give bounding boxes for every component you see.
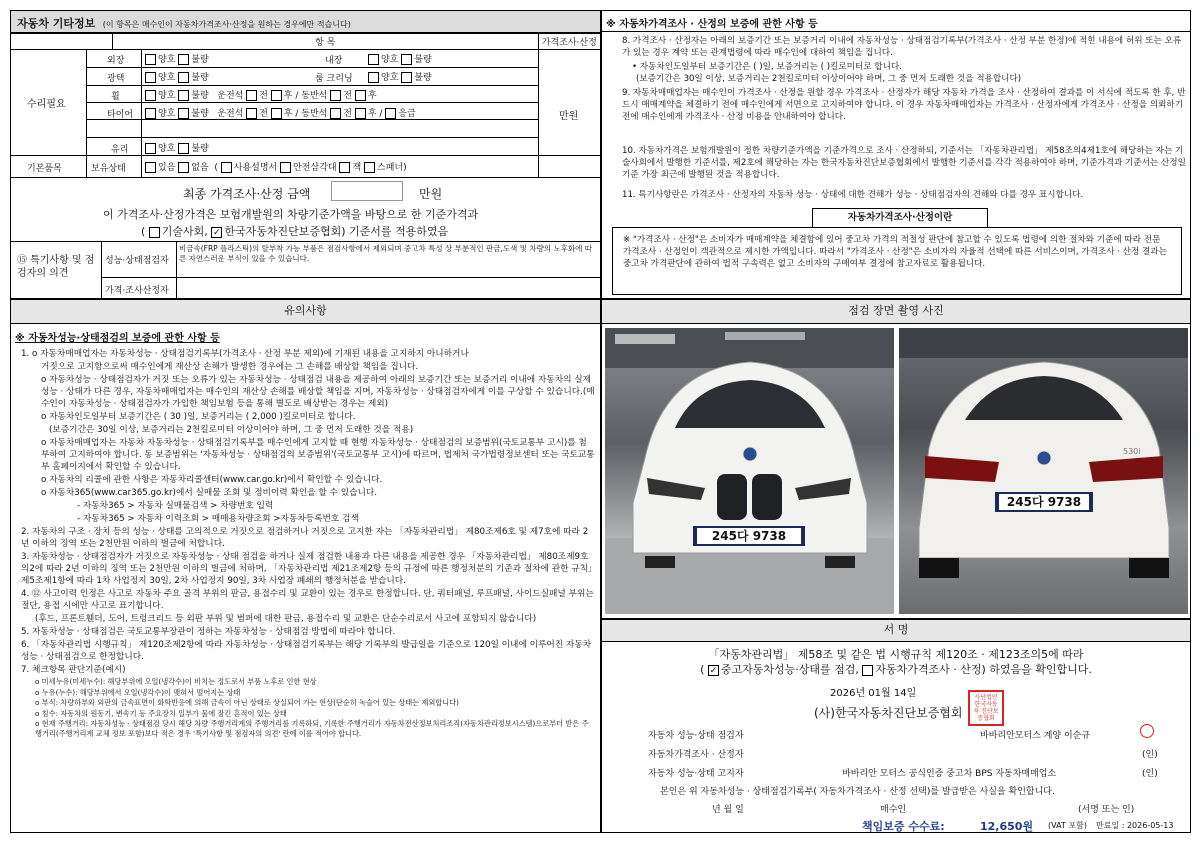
front-car-photo [605,328,894,614]
has-checkbox[interactable] [145,162,156,173]
wheel-passenger-front-checkbox[interactable] [330,90,341,101]
item-11: 11. 특기사항란은 가격조사 · 산정자의 자동차 성능 · 상태에 대한 견해가 성능 · 상태점검자의 견해와 다를 경우 표시합니다. [622,190,1084,200]
room-cleaning-label: 룸 크리닝 [315,74,353,84]
basic-items-options: 있음 없음 ( 사용설명서 안전삼각대 잭 스패너) [145,160,407,173]
rear-plate-text: 245다 9738 [1006,495,1082,509]
glass-label: 유리 [111,145,129,155]
item-9: 9. 자동차매매업자는 매수인이 가격조사 · 산정을 원할 경우 가격조사 · 산정자가 해당 자동차 가격을 조사 · 산정하여 결과를 이 서식에 적도록 한 후, 반드시 매매계약을 체결하기 전에 매수인에게 서면으로 고지하여야 합니다. 이 경우 자동차매매업자는 가격조사 · 산정자에게 가격조사 · 산정을 의뢰하기 전에 매수인에게 가격조사 · 산정 비용을 안내하여야 합니다. [622,88,1186,122]
wheel-driver-rear-checkbox[interactable] [271,90,282,101]
triangle-checkbox[interactable] [280,162,291,173]
glass-options: 양호 불량 [145,141,209,154]
basis-kadia-checkbox[interactable] [211,227,222,238]
tire-driver-front-checkbox[interactable] [246,108,257,119]
tire-bad-checkbox[interactable] [178,108,189,119]
basis-engineers-checkbox[interactable] [149,227,160,238]
inspector-seal-icon [1140,724,1154,738]
interior-label: 내장 [325,56,343,66]
final-price-unit: 만원 [419,187,443,201]
tire-label: 타이어 [107,110,134,120]
exterior-bad-checkbox[interactable] [178,54,189,65]
what-is-price-text: ※ "가격조사 · 산정"은 소비자가 매매계약을 체결함에 있어 중고차 가격의 적절성 판단에 참고할 수 있도록 법령에 의한 절차와 기준에 따라 전문 가격조사 · 산정인이 객관적으로 제시한 가액입니다. 따라서 "가격조사 · 산정"은 소비자의 자율적 선택에 따른 서비스이며, 가격조사 · 산정 결과는 중고차 가격판단에 관하여 법적 구속력은 없고 소비자의 구매여부 결정에 참고자료로 활용됩니다. [623,235,1167,269]
item-8: 8. 가격조사 · 산정자는 아래의 보증기간 또는 보증거리 이내에 자동차성능 · 상태점검기록부(가격조사 · 산정 부분 한정)에 적힌 내용에 허위 또는 오류가 있는 경우 계약 또는 관계법령에 따라 매수인에 대하여 책임을 집니다. [622,36,1182,58]
tire-passenger-rear-checkbox[interactable] [355,108,366,119]
repair-needed-label: 수리필요 [27,99,66,110]
buyer-sign: (서명 또는 인) [1078,805,1135,815]
wheel-good-checkbox[interactable] [145,90,156,101]
interior-bad-checkbox[interactable] [401,54,412,65]
item-10: 10. 자동차가격은 보험개발원이 정한 차량기준가액을 기준가격으로 조사 · 산정하되, 기준서는 「자동차관리법」 제58조의4제1호에 해당하는 자는 기술사회에서 발행한 기준서를, 제2호에 해당하는 자는 한국자동차진단보증협회에서 발행한 기준서를 각각 적용하여야 하며, 기준가격과 기준서는 산정일 기준 가장 최근에 발행된 것을 적용합니다. [622,146,1186,180]
price-warranty-section [601,10,1191,299]
room-cleaning-options: 양호 불량 [368,70,432,83]
receipt-date: 년 월 일 [712,805,744,815]
signature-org: (사)한국자동차진단보증협회 [814,706,963,720]
fee-value: 12,650원 [980,820,1034,833]
notifier-seal: (인) [1142,769,1158,779]
expiry-date: 만료일 : 2026-05-13 [1096,821,1174,830]
wheel-label: 휠 [111,92,120,102]
signature-section [601,619,1191,833]
rear-car-photo [899,328,1188,614]
caution-header: 유의사항 [11,300,600,324]
repair-table [11,33,600,50]
col-item-label: 항 목 [315,38,336,48]
final-price-label: 최종 가격조사·산정 금액 [183,187,311,201]
special-notes-label: ⑮ 특기사항 및 점검자의 의견 [17,255,95,279]
gloss-bad-checkbox[interactable] [178,72,189,83]
gloss-options: 양호 불량 [145,70,209,83]
price-inspector-sign-label: 자동차가격조사 · 산정자 [648,750,744,760]
possession-label: 보유상태 [91,164,126,174]
room-cleaning-good-checkbox[interactable] [368,72,379,83]
wheel-options: 양호 불량 운전석 전 후 / 동반석 전 후 [145,88,377,101]
buyer-label: 매수인 [880,805,907,815]
signature-line2: ( ✓중고자동차성능·상태를 점검, 자동차가격조사 · 산정) 하였음을 확인합니다. [602,661,1190,677]
wheel-bad-checkbox[interactable] [178,90,189,101]
item-8-sub1: • 자동차인도일부터 보증기간은 ( )일, 보증거리는 ( )킬로미터로 합니다. [632,62,902,72]
signature-date: 2026년 01월 14일 [830,688,917,699]
spanner-checkbox[interactable] [364,162,375,173]
gloss-label: 광택 [107,74,125,84]
inspector-value: 바바리안모터스 계양 이순규 [980,731,1091,741]
tire-options: 양호 불량 운전석 전 후 / 동반석 전 후 / 응급 [145,106,416,119]
glass-good-checkbox[interactable] [145,143,156,154]
final-price-input[interactable] [331,181,403,201]
vehicle-other-info-section [10,10,601,299]
signature-line1: 「자동차관리법」 제58조 및 같은 법 시행규칙 제120조 · 제123조의5에 따라 [708,648,1084,661]
front-car-drawing [605,328,894,614]
price-check-checkbox[interactable] [862,665,873,676]
glass-bad-checkbox[interactable] [178,143,189,154]
wheel-passenger-rear-checkbox[interactable] [355,90,366,101]
performance-inspector-text: 비금속(FRP 플라스틱)의 탈부착 가능 부품은 점검사항에서 제외되며 중고차 특성 상 부분적인 판금,도색 및 차량의 노후화에 따른 자연스러운 부식이 있을 수 있습니다. [179,244,593,263]
manual-checkbox[interactable] [221,162,232,173]
basis-line2: ( 기술사회, ✓ 한국자동차진단보증협회) 기준서를 적용하였음 [141,223,448,239]
tire-emergency-checkbox[interactable] [385,108,396,119]
price-unit: 만원 [559,111,579,122]
performance-check-checkbox[interactable] [708,665,719,676]
interior-options: 양호 불량 [368,52,432,65]
price-warranty-header: ※ 자동차가격조사 · 산정의 보증에 관한 사항 등 [606,19,818,30]
what-is-price-box-title: 자동차가격조사·산정이란 [812,208,988,228]
photo-section [601,299,1191,619]
exterior-good-checkbox[interactable] [145,54,156,65]
rear-car-drawing [899,328,1188,614]
tire-passenger-front-checkbox[interactable] [330,108,341,119]
caution-section [10,299,601,833]
receipt-text: 본인은 위 자동차성능 · 상태점검기록부( 자동차가격조사 · 산정 선택)를 발급받은 사실을 확인합니다. [660,787,1055,797]
jack-checkbox[interactable] [339,162,350,173]
price-inspector-seal: (인) [1142,750,1158,760]
price-inspector-label: 가격·조사산정자 [105,286,169,296]
signature-header: 서 명 [602,620,1190,642]
room-cleaning-bad-checkbox[interactable] [401,72,412,83]
org-seal: 사단법인 한국자동차 진단보증협회 [968,690,1004,726]
notifier-label: 자동차 성능·상태 고지자 [648,769,744,779]
fee-note: (VAT 포함) [1048,821,1087,830]
caution-title: ※ 자동차성능·상태점검의 보증에 관한 사항 등 [15,333,220,344]
section-header [11,11,600,33]
basic-items-label: 기본품목 [27,164,62,174]
fee-label: 책임보증 수수료: [862,820,945,833]
rear-badge-text: 530i [1123,447,1141,456]
wheel-driver-front-checkbox[interactable] [246,90,257,101]
what-is-price-box [612,227,1182,295]
performance-inspector-label: 성능·상태점검자 [105,256,169,266]
interior-good-checkbox[interactable] [368,54,379,65]
col-price-label: 가격조사·산정 [541,38,597,48]
tire-good-checkbox[interactable] [145,108,156,119]
tire-driver-rear-checkbox[interactable] [271,108,282,119]
gloss-good-checkbox[interactable] [145,72,156,83]
caution-body: 1. o 자동차매매업자는 자동차성능 · 상태점검기록부(가격조사 · 산정 부분 제외)에 기재된 내용을 고지하지 아니하거나 거짓으로 고지함으로써 매수인에게 재산상 손해가 발생한 경우에는 그 손해를 배상할 책임을 집니다. o 자동차성능 · 상태점검자가 거짓 또는 오류가 있는 자동차성능 · 상태점검 내용을 제공하여 아래의 보증기간 또는 보증거리 이내에 자동차의 실제 성능 · 상태가 다른 경우, 자동차매매업자는 매수인의 재산상 손해를 배상할 책임을 지며, 자동차성능 · 상태점검자에게 이를 구상할 수 있습니다.(매수인이 자동차성능 · 상태점검자가 가입한 책임보험 등을 통해 별도로 배상받는 경우는 제외) o 자동차인도일부터 보증기간은 ( 30 )일, 보증거리는 ( 2,000 )킬로미터로 합니다. (보증기간은 30일 이상, 보증거리는 2천킬로미터 이상이어야 하며, 그 중 먼저 도래한 것을 적용) o 자동차매매업자는 자동차 자동차성능 · 상태점검기록부를 매수인에게 고지할 때 현행 자동차성능 · 상태점검의 보증범위(국토교통부 고시)를 첨부하여 고지하여야 합니다. 동 보증범위는 '자동차성능 · 상태점검의 보증범위'(국토교통부 고시)에 따르며, 법제처 국가법령정보센터 또는 국토교통부 홈페이지에서 확인할 수 있습니다. o 자동차의 리콜에 관한 사항은 자동차리콜센터(www.car.go.kr)에서 확인할 수 있습니다. o 자동차365(www.car365.go.kr)에서 실매물 조회 및 정비이력 확인을 할 수 있습니다. - 자동차365 > 자동차 실매물검색 > 차량번호 입력 - 자동차365 > 자동차 이력조회 > 매매용차량조회 >자동차등록번호 검색 2. 자동차의 구조 · 장치 등의 성능 · 상태를 고의적으로 거짓으로 점검하거나 거짓으로 고지한 자는 「자동차관리법」 제80조제6호 및 제7호에 따라 2년 이하의 징역 또는 2천만원 이하의 벌금에 처합니다. 3. 자동차성능 · 상태점검자가 거짓으로 자동차성능 · 상태 점검을 하거나 실제 점검한 내용과 다른 내용을 제공한 경우 「자동차관리법」 제80조제9호의2에 따라 2년 이하의 징역 또는 2천만원 이하의 벌금에 처하며, 「자동차관리법 제21조제2항 등의 규정에 따른 행정처분의 기준과 절차에 관한 규칙」제5조제1항에 따라 1차 사업정지 30일, 2차 사업정지 90일, 3차 사업장 폐쇄의 행정처분을 받습니다. 4. ⑫ 사고이력 인정은 사고로 자동차 주요 골격 부위의 판금, 용접수리 및 교환이 있는 경우로 한정합니다. 단, 쿼터패널, 루프패널, 사이드실패널 부위는 절단, 용접 시에만 사고로 표기합니다. (후드, 프론트휀더, 도어, 트렁크리드 등 외판 부위 및 범퍼에 대한 판금, 용접수리 및 교환은 단순수리로서 사고에 포함되지 않습니다) 5. 자동차성능 · 상태점검은 국토교통부장관이 정하는 자동차성능 · 상태점검 방법에 따라야 합니다. 6. 「자동차관리법 시행규칙」 제120조제2항에 따라 자동차성능 · 상태점검기록부는 해당 기록부의 발급일을 기준으로 120일 이내에 이루어진 자동차 성능 · 상태점검으로 한정합니다. 7. 체크항목 판단기준(예시) o 미세누유(미세누수): 해당부위에 오일(냉각수)이 비치는 정도로서 부품 노후로 인한 현상 o 누유(누수): 해당부위에서 오일(냉각수)이 맺혀서 떨어지는 상태 o 부식: 차량하부와 외판의 금속표면이 화학반응에 의해 금속이 아닌 상태로 상실되어 가는 현상(단순히 녹슬어 있는 상태는 제외합니다) o 침수: 자동차의 원동기, 변속기 등 주요장치 일부가 물에 잠긴 흔적이 있는 상태 o 현재 주행거리: 자동차성능 · 상태점검 당시 해당 차량 주행거리계의 주행거리를 기록하되, 기록한 주행거리가 자동차전산정보처리조직(자동차관리정보시스템)으로부터 받은 주행거리(주행거리계 교체 정보 포함)보다 적은 경우 '특기사항 및 점검자의 의견' 란에 이를 적어야 합니다. [21,349,595,738]
header-title: 자동차 기타정보 [17,17,96,30]
notifier-value: 바바리안 모터스 공식인증 중고차 BPS 자동차매매업소 [842,769,1057,779]
exterior-label: 외장 [107,56,125,66]
photo-header: 점검 장면 촬영 사진 [602,300,1190,324]
exterior-options: 양호 불량 [145,52,209,65]
none-checkbox[interactable] [178,162,189,173]
inspector-label: 자동차 성능·상태 점검자 [648,731,744,741]
front-plate-text: 245다 9738 [711,529,787,543]
basis-line1: 이 가격조사·산정가격은 보험개발원의 차량기준가액을 바탕으로 한 기준가격과 [103,208,479,221]
item-8-sub2: (보증기간은 30일 이상, 보증거리는 2천킬로미터 이상이어야 하며, 그 중 먼저 도래한 것을 적용합니다) [636,74,1022,84]
header-note: (이 항목은 매수인이 자동차가격조사·산정을 원하는 경우에만 적습니다) [102,20,351,29]
